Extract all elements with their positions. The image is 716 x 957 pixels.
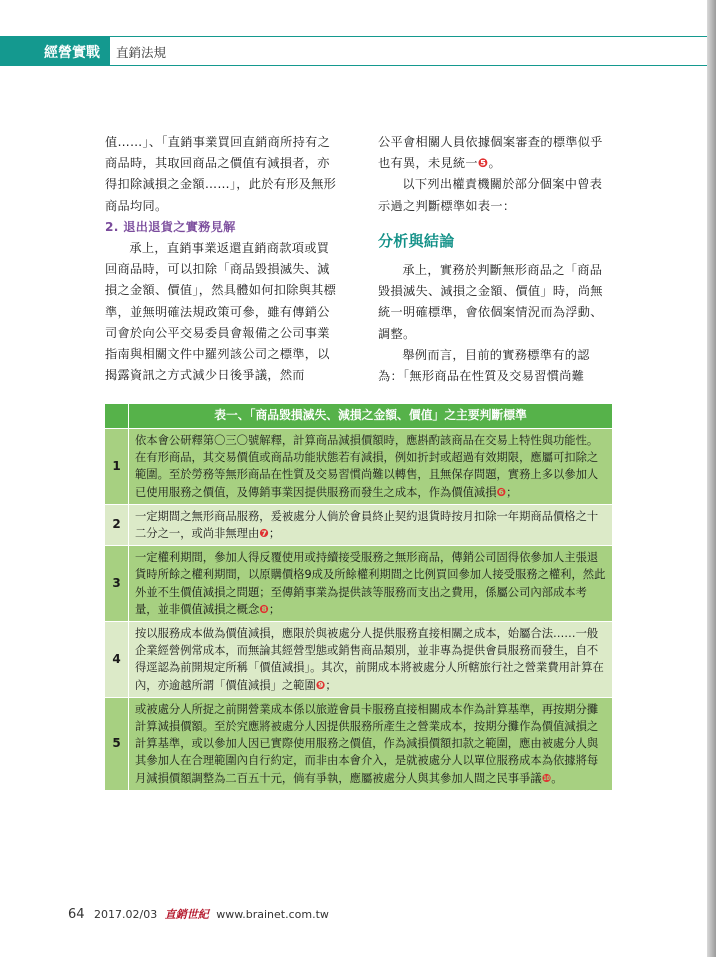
subheading: 2. 退出退貨之實務見解 bbox=[105, 219, 236, 234]
page-edge-shadow bbox=[707, 0, 716, 957]
page-number: 64 bbox=[68, 907, 85, 922]
table-row bbox=[105, 697, 613, 790]
paragraph: 公平會相關人員依據個案審查的標準似乎也有異，未見統一❺。 bbox=[378, 135, 603, 171]
table-row bbox=[105, 504, 613, 545]
issue-date: 2017.02/03 bbox=[94, 908, 158, 921]
row-number: 2 bbox=[105, 504, 129, 545]
table-title: 表一、「商品毀損滅失、減損之金額、價值」之主要判斷標準 bbox=[129, 404, 613, 429]
left-column bbox=[105, 132, 341, 386]
header-section-title: 經營實戰 bbox=[44, 45, 100, 61]
table-row bbox=[105, 429, 613, 505]
paragraph: 以下列出權責機關於部分個案中曾表示過之判斷標準如表一： bbox=[378, 177, 603, 213]
row-number: 4 bbox=[105, 622, 129, 698]
row-text: 一定期間之無形商品服務，爰被處分人倘於會員終止契約退貨時按月扣除一年期商品價格之十二分之一，或尚非無理由❼； bbox=[129, 504, 613, 545]
row-text: 依本會公研釋第〇三〇號解釋，計算商品減損價額時，應斟酌該商品在交易上特性與功能性。在有形商品，其交易價值或商品功能狀態若有減損，例如折封或超過有效期限，應屬可扣除之範圍。至於勞務等無形商品在性質及交易習慣尚難以轉售，且無保存問題，實務上多以參加人已使用服務之價值，及傳銷事業因提供服務而發生之成本，作為價值減損❻； bbox=[129, 429, 613, 505]
row-text: 或被處分人所捉之前開營業成本係以旅遊會員卡服務直接相關成本作為計算基準，再按期分攤計算減損價額。至於究應將被處分人因提供服務所產生之營業成本，按期分攤作為價值減損之計算基準，或以參加人因已實際使用服務之價值，作為減損價額扣款之範圍，應由被處分人與其參加人在合理範圍內自行約定，而非由本會介入，是就被處分人以單位服務成本為依據將每月減損價額調整為二百五十元，倘有爭執，應屬被處分人與其參加人間之民事爭議❿。 bbox=[129, 697, 613, 790]
section-title: 分析與結論 bbox=[378, 231, 455, 250]
row-number: 1 bbox=[105, 429, 129, 505]
right-column bbox=[378, 132, 614, 387]
page-footer bbox=[68, 906, 329, 922]
website-url: www.brainet.com.tw bbox=[216, 908, 329, 921]
footnote-marker: ❾ bbox=[315, 678, 326, 692]
footnote-marker: ❼ bbox=[259, 527, 269, 541]
paragraph: 承上，直銷事業返還直銷商款項或買回商品時，可以扣除「商品毀損滅失、減損之金額、價值」，然具體如何扣除與其標準，並無明確法規政策可參，雖有傳銷公司會於向公平交易委員會報備之公司事業指南與相關文件中羅列該公司之標準，以揭露資訊之方式減少日後爭議，然而 bbox=[105, 241, 337, 383]
brand-logo: 直銷世紀 bbox=[164, 908, 209, 921]
criteria-table bbox=[104, 403, 613, 791]
row-number: 3 bbox=[105, 546, 129, 622]
paragraph: 承上，實務於判斷無形商品之「商品毀損滅失、減損之金額、價值」時，尚無統一明確標準，會依個案情況而為浮動、調整。 bbox=[378, 263, 603, 341]
table-row bbox=[105, 622, 613, 698]
header-topic: 直銷法規 bbox=[116, 45, 167, 60]
row-text: 按以服務成本做為價值減損，應限於與被處分人提供服務直接相關之成本，始屬合法……一般企業經營例常成本，而無論其經營型態或銷售商品類別，並非專為提供會員服務而發生，自不得逕認為前開規定所稱「價值減損」。其次，前開成本將被處分人所轄旅行社之營業費用計算在內，亦逾越所謂「價值減損」之範圍❾； bbox=[129, 622, 613, 698]
row-number: 5 bbox=[105, 697, 129, 790]
footnote-marker: ❿ bbox=[541, 771, 552, 785]
paragraph: 值……」、「直銷事業買回直銷商所持有之商品時，其取回商品之價值有減損者，亦得扣除減損之金額……」，此於有形及無形商品均同。 bbox=[105, 135, 337, 213]
table-row bbox=[105, 546, 613, 622]
footnote-marker: ❻ bbox=[496, 485, 507, 499]
footnote-marker: ❺ bbox=[477, 156, 489, 171]
paragraph: 舉例而言，目前的實務標準有的認為：「無形商品在性質及交易習慣尚難 bbox=[378, 347, 590, 384]
footnote-marker: ❽ bbox=[259, 602, 269, 616]
row-text: 一定權利期間，參加人得反覆使用或持續接受服務之無形商品，傳銷公司固得依參加人主張退貨時所餘之權利期間，以原購價格9成及所餘權利期間之比例買回參加人接受服務之權利，然此外並不生價值減損之問題；至傳銷事業為提供該等服務而支出之費用，係屬公司內部成本考量，並非價值減損之概念❽； bbox=[129, 546, 613, 622]
page-header bbox=[0, 0, 707, 66]
